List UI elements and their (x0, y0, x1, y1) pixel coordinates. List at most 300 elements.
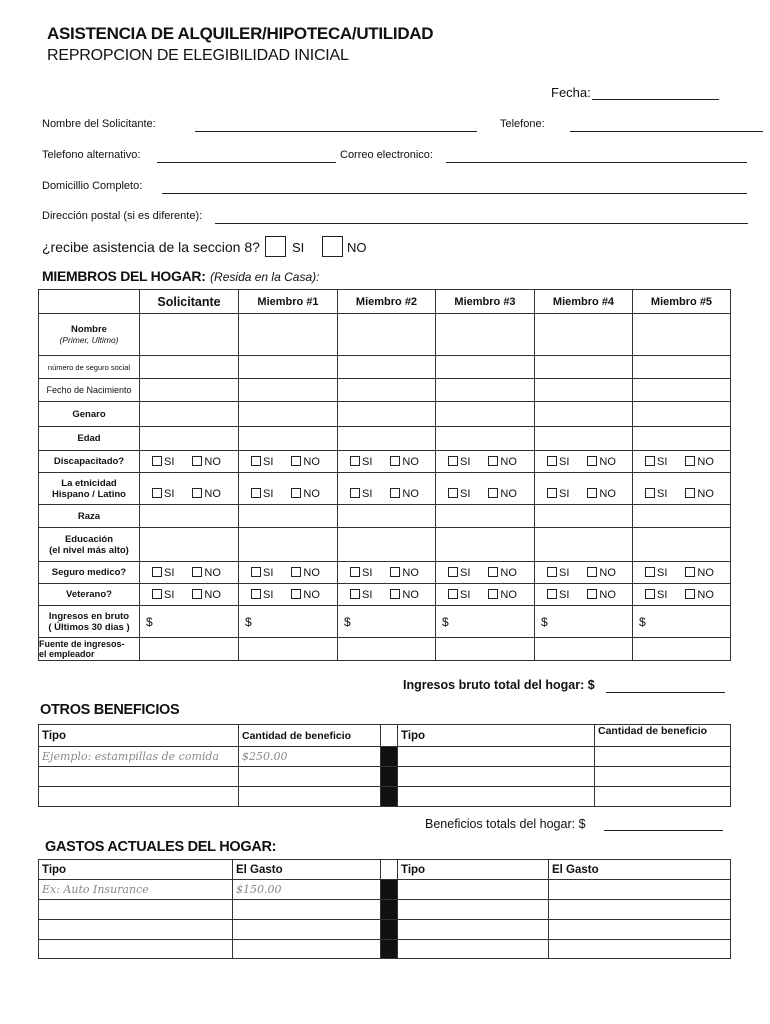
domicilio-label: Domicillio Completo: (42, 180, 143, 192)
cell[interactable] (549, 900, 731, 920)
cell[interactable] (239, 767, 381, 787)
example-gasto[interactable]: $150.00 (233, 880, 381, 900)
no-checkbox[interactable] (685, 589, 695, 599)
si-checkbox[interactable] (547, 567, 557, 577)
yn-cell[interactable] (535, 584, 633, 606)
si-checkbox[interactable] (251, 589, 261, 599)
divider-cell (381, 767, 398, 787)
si-checkbox[interactable] (645, 488, 655, 498)
row-label: Discapacitado? (39, 451, 140, 473)
cell[interactable] (535, 356, 633, 379)
col-miembro-3: Miembro #3 (436, 290, 535, 314)
members-table (38, 289, 731, 661)
no-checkbox[interactable] (192, 488, 202, 498)
no-checkbox[interactable] (390, 488, 400, 498)
row-label: Genaro (39, 402, 140, 427)
si-label: SI (164, 455, 175, 468)
si-checkbox[interactable] (645, 589, 655, 599)
no-checkbox[interactable] (685, 456, 695, 466)
si-checkbox[interactable] (350, 488, 360, 498)
si-label: SI (657, 566, 668, 579)
cell[interactable] (39, 767, 239, 787)
si-checkbox[interactable] (251, 567, 261, 577)
row-discapacitado (39, 451, 731, 473)
cell[interactable] (535, 379, 633, 402)
example-tipo[interactable]: Ejemplo: estampillas de comida (39, 747, 239, 767)
row-label-line2: Hispano / Latino (52, 488, 126, 500)
no-checkbox[interactable] (488, 456, 498, 466)
no-label: NO (204, 488, 221, 500)
correo-field[interactable] (446, 162, 747, 163)
si-checkbox[interactable] (350, 567, 360, 577)
col-miembro-4: Miembro #4 (535, 290, 633, 314)
si-checkbox[interactable] (547, 488, 557, 498)
row-label-line2: el empleador (39, 649, 95, 659)
expenses-row (39, 880, 731, 900)
ingresos-cell[interactable]: $ (338, 606, 436, 638)
telefone-field[interactable] (570, 131, 763, 132)
yn-cell[interactable] (535, 562, 633, 584)
si-checkbox[interactable] (152, 456, 162, 466)
yn-cell[interactable] (239, 473, 338, 505)
row-label (39, 606, 140, 638)
col-miembro-1: Miembro #1 (239, 290, 338, 314)
cell[interactable] (535, 505, 633, 528)
row-label (39, 528, 140, 562)
yn-cell[interactable] (338, 562, 436, 584)
direccion-label: Dirección postal (si es diferente): (42, 210, 203, 222)
yn-cell[interactable] (338, 584, 436, 606)
spacer-cell (381, 860, 398, 880)
yn-cell[interactable] (535, 473, 633, 505)
yn-cell[interactable] (436, 584, 535, 606)
cell[interactable] (39, 900, 233, 920)
expenses-row (39, 940, 731, 959)
telefone-label: Telefone: (500, 118, 545, 130)
no-checkbox[interactable] (488, 488, 498, 498)
cell[interactable] (140, 402, 239, 427)
cell[interactable] (233, 920, 381, 940)
example-cantidad[interactable]: $250.00 (239, 747, 381, 767)
yn-cell[interactable] (436, 473, 535, 505)
row-fuente (39, 638, 731, 661)
fecha-field[interactable] (592, 99, 719, 100)
cell[interactable] (239, 427, 338, 451)
yn-cell[interactable] (633, 562, 731, 584)
no-label: NO (303, 566, 320, 579)
row-label (39, 314, 140, 356)
benefits-row (39, 747, 731, 767)
no-label: NO (204, 588, 221, 601)
benefits-row (39, 767, 731, 787)
cell[interactable] (140, 314, 239, 356)
si-label: SI (362, 588, 373, 601)
row-edad (39, 427, 731, 451)
cell[interactable] (398, 747, 595, 767)
yn-cell[interactable] (239, 584, 338, 606)
divider-cell (381, 747, 398, 767)
no-checkbox[interactable] (192, 589, 202, 599)
divider-cell (381, 940, 398, 959)
row-label: número de seguro social (39, 356, 140, 379)
row-label: Seguro medico? (39, 562, 140, 584)
no-checkbox[interactable] (587, 567, 597, 577)
row-raza (39, 505, 731, 528)
cell[interactable] (633, 402, 731, 427)
si-label: SI (657, 588, 668, 601)
cell[interactable] (436, 356, 535, 379)
cell[interactable] (338, 402, 436, 427)
row-label-line2: ( Últimos 30 dias ) (48, 621, 130, 633)
yn-cell[interactable] (140, 473, 239, 505)
col-tipo: Tipo (39, 725, 239, 747)
yn-cell[interactable] (633, 473, 731, 505)
si-label: SI (460, 588, 471, 601)
cell[interactable] (239, 638, 338, 661)
no-label: NO (599, 566, 616, 579)
si-label: SI (263, 588, 274, 601)
seccion8-label: ¿recibe asistencia de la seccion 8? (42, 239, 260, 255)
domicilio-field[interactable] (162, 193, 747, 194)
si-label: SI (460, 455, 471, 468)
expenses-heading: GASTOS ACTUALES DEL HOGAR: (45, 839, 277, 855)
correo-label: Correo electronico: (340, 149, 433, 161)
cell[interactable] (239, 505, 338, 528)
cell[interactable] (233, 900, 381, 920)
benefits-table (38, 724, 731, 807)
row-label-line2: (el nivel más alto) (49, 544, 129, 556)
row-educacion (39, 528, 731, 562)
no-label: NO (204, 455, 221, 468)
no-checkbox[interactable] (291, 589, 301, 599)
telefono-alt-label: Telefono alternativo: (42, 149, 141, 161)
members-heading-note: (Resida en la Casa): (210, 270, 320, 284)
no-label: NO (599, 455, 616, 468)
no-label: NO (500, 566, 517, 579)
expenses-row (39, 900, 731, 920)
beneficios-total-field[interactable] (604, 830, 723, 831)
row-label (39, 638, 140, 661)
cell[interactable] (436, 638, 535, 661)
si-checkbox[interactable] (645, 456, 655, 466)
cell[interactable] (398, 880, 549, 900)
no-label: NO (697, 566, 714, 579)
si-label: SI (657, 455, 668, 468)
no-label: NO (500, 488, 517, 500)
cell[interactable] (338, 379, 436, 402)
no-checkbox[interactable] (291, 567, 301, 577)
cell[interactable] (398, 920, 549, 940)
cell[interactable] (549, 920, 731, 940)
row-label-sub: (Primer, Ultimo) (59, 334, 119, 345)
si-label: SI (460, 566, 471, 579)
seccion8-no-checkbox[interactable] (322, 236, 343, 257)
direccion-field[interactable] (215, 223, 748, 224)
seccion8-si-label: SI (292, 240, 305, 255)
expenses-row (39, 920, 731, 940)
spacer-cell (381, 725, 398, 747)
cell[interactable] (436, 427, 535, 451)
cell[interactable] (595, 787, 731, 807)
cell[interactable] (595, 767, 731, 787)
cell[interactable] (140, 379, 239, 402)
beneficios-total-label: Beneficios totals del hogar: $ (425, 817, 586, 831)
cell[interactable] (338, 528, 436, 562)
cell[interactable] (549, 880, 731, 900)
no-label: NO (402, 488, 419, 500)
no-checkbox[interactable] (390, 456, 400, 466)
divider-cell (381, 787, 398, 807)
cell[interactable] (535, 528, 633, 562)
cell[interactable] (535, 427, 633, 451)
no-checkbox[interactable] (685, 567, 695, 577)
col-tipo-2: Tipo (398, 860, 549, 880)
cell[interactable] (398, 787, 595, 807)
no-label: NO (402, 455, 419, 468)
benefits-row (39, 787, 731, 807)
fecha-label: Fecha: (551, 85, 591, 100)
row-label: Fecho de Nacimiento (39, 379, 140, 402)
si-label: SI (263, 455, 274, 468)
cell[interactable] (239, 787, 381, 807)
yn-cell[interactable] (436, 562, 535, 584)
divider-cell (381, 900, 398, 920)
si-checkbox[interactable] (152, 589, 162, 599)
cell[interactable] (140, 427, 239, 451)
col-solicitante: Solicitante (140, 290, 239, 314)
ingresos-cell[interactable]: $ (535, 606, 633, 638)
no-checkbox[interactable] (488, 589, 498, 599)
cell[interactable] (239, 528, 338, 562)
no-checkbox[interactable] (291, 488, 301, 498)
row-genaro (39, 402, 731, 427)
row-fecha (39, 379, 731, 402)
no-label: NO (500, 455, 517, 468)
no-label: NO (204, 566, 221, 579)
example-tipo[interactable]: Ex: Auto Insurance (39, 880, 233, 900)
cell[interactable] (338, 356, 436, 379)
cell[interactable] (436, 402, 535, 427)
members-header-row (39, 290, 731, 314)
row-label: Raza (39, 505, 140, 528)
no-label: NO (599, 588, 616, 601)
no-label: NO (303, 455, 320, 468)
no-label: NO (303, 488, 320, 500)
ingresos-total-label: Ingresos bruto total del hogar: $ (403, 678, 595, 692)
row-label-line1: Educación (64, 533, 114, 545)
yn-cell[interactable] (535, 451, 633, 473)
si-checkbox[interactable] (448, 456, 458, 466)
no-checkbox[interactable] (685, 488, 695, 498)
no-checkbox[interactable] (192, 567, 202, 577)
si-checkbox[interactable] (547, 589, 557, 599)
ingresos-cell[interactable]: $ (239, 606, 338, 638)
cell[interactable] (39, 940, 233, 959)
form-title: ASISTENCIA DE ALQUILER/HIPOTECA/UTILIDAD (47, 24, 434, 43)
cell[interactable] (239, 314, 338, 356)
si-label: SI (263, 566, 274, 579)
cell[interactable] (633, 505, 731, 528)
yn-cell[interactable] (140, 584, 239, 606)
cell[interactable] (39, 787, 239, 807)
cell[interactable] (398, 940, 549, 959)
no-label: NO (402, 566, 419, 579)
col-tipo: Tipo (39, 860, 233, 880)
cell[interactable] (633, 528, 731, 562)
row-label: Edad (39, 427, 140, 451)
si-checkbox[interactable] (152, 488, 162, 498)
yn-cell[interactable] (633, 584, 731, 606)
cell[interactable] (436, 505, 535, 528)
no-label: NO (303, 588, 320, 601)
yn-cell[interactable] (239, 562, 338, 584)
si-checkbox[interactable] (547, 456, 557, 466)
divider-cell (381, 880, 398, 900)
row-label (39, 473, 140, 505)
expenses-header-row (39, 860, 731, 880)
no-checkbox[interactable] (390, 567, 400, 577)
cell[interactable] (239, 402, 338, 427)
no-label: NO (599, 488, 616, 500)
si-label: SI (559, 566, 570, 579)
row-label-line1: Ingresos en bruto (48, 610, 130, 622)
cell[interactable] (436, 528, 535, 562)
si-checkbox[interactable] (152, 567, 162, 577)
yn-cell[interactable] (338, 473, 436, 505)
col-gasto: El Gasto (233, 860, 381, 880)
si-checkbox[interactable] (350, 589, 360, 599)
members-heading (42, 268, 319, 286)
cell[interactable] (535, 402, 633, 427)
divider-cell (381, 920, 398, 940)
cell[interactable] (436, 379, 535, 402)
cell[interactable] (535, 638, 633, 661)
si-label: SI (559, 588, 570, 601)
no-checkbox[interactable] (488, 567, 498, 577)
si-label: SI (460, 488, 471, 500)
si-label: SI (362, 488, 373, 500)
row-seguro (39, 562, 731, 584)
si-label: SI (657, 488, 668, 500)
si-label: SI (559, 455, 570, 468)
cell[interactable] (633, 379, 731, 402)
yn-cell[interactable] (436, 451, 535, 473)
ingresos-cell[interactable]: $ (140, 606, 239, 638)
cell[interactable] (338, 314, 436, 356)
no-checkbox[interactable] (192, 456, 202, 466)
col-cantidad: Cantidad de beneficio (239, 725, 381, 747)
cell[interactable] (233, 940, 381, 959)
si-checkbox[interactable] (251, 456, 261, 466)
cell[interactable] (436, 314, 535, 356)
cell[interactable] (140, 505, 239, 528)
no-label: NO (697, 488, 714, 500)
yn-cell[interactable] (338, 451, 436, 473)
si-label: SI (559, 488, 570, 500)
ingresos-total-field[interactable] (606, 692, 725, 693)
no-checkbox[interactable] (291, 456, 301, 466)
cell[interactable] (398, 900, 549, 920)
si-checkbox[interactable] (350, 456, 360, 466)
seccion8-si-checkbox[interactable] (265, 236, 286, 257)
no-checkbox[interactable] (587, 488, 597, 498)
cell[interactable] (239, 356, 338, 379)
no-checkbox[interactable] (390, 589, 400, 599)
cell[interactable] (39, 920, 233, 940)
cell[interactable] (140, 528, 239, 562)
cell[interactable] (338, 638, 436, 661)
si-label: SI (362, 455, 373, 468)
row-label-text: Nombre (71, 323, 107, 335)
telefono-alt-field[interactable] (157, 162, 336, 163)
col-cantidad-2: Cantidad de beneficio (595, 725, 731, 747)
yn-cell[interactable] (140, 451, 239, 473)
corner-cell (39, 290, 140, 314)
no-label: NO (402, 588, 419, 601)
si-checkbox[interactable] (448, 567, 458, 577)
si-checkbox[interactable] (251, 488, 261, 498)
cell[interactable] (398, 767, 595, 787)
cell[interactable] (338, 427, 436, 451)
cell[interactable] (338, 505, 436, 528)
cell[interactable] (549, 940, 731, 959)
cell[interactable] (535, 314, 633, 356)
si-checkbox[interactable] (645, 567, 655, 577)
yn-cell[interactable] (633, 451, 731, 473)
no-label: NO (697, 455, 714, 468)
no-checkbox[interactable] (587, 589, 597, 599)
row-etnicidad (39, 473, 731, 505)
ingresos-cell[interactable]: $ (436, 606, 535, 638)
cell[interactable] (140, 638, 239, 661)
si-label: SI (362, 566, 373, 579)
no-label: NO (500, 588, 517, 601)
si-checkbox[interactable] (448, 589, 458, 599)
nombre-field[interactable] (195, 131, 477, 132)
yn-cell[interactable] (140, 562, 239, 584)
si-label: SI (164, 588, 175, 601)
cell[interactable] (633, 427, 731, 451)
nombre-label: Nombre del Solicitante: (42, 118, 156, 130)
si-label: SI (263, 488, 274, 500)
row-veterano (39, 584, 731, 606)
row-label-line1: Fuente de ingresos- (39, 639, 125, 649)
col-miembro-5: Miembro #5 (633, 290, 731, 314)
ingresos-cell[interactable]: $ (633, 606, 731, 638)
yn-cell[interactable] (239, 451, 338, 473)
cell[interactable] (239, 379, 338, 402)
benefits-heading: OTROS BENEFICIOS (40, 702, 180, 718)
expenses-table (38, 859, 731, 959)
form-subtitle: REPROPCION DE ELEGIBILIDAD INICIAL (47, 47, 349, 64)
cell[interactable] (140, 356, 239, 379)
si-checkbox[interactable] (448, 488, 458, 498)
cell[interactable] (633, 356, 731, 379)
no-label: NO (697, 588, 714, 601)
cell[interactable] (633, 314, 731, 356)
si-label: SI (164, 488, 175, 500)
no-checkbox[interactable] (587, 456, 597, 466)
col-tipo-2: Tipo (398, 725, 595, 747)
row-ingresos (39, 606, 731, 638)
seccion8-no-label: NO (347, 240, 367, 255)
row-label-line1: La etnicidad (61, 477, 117, 489)
benefits-header-row (39, 725, 731, 747)
cell[interactable] (595, 747, 731, 767)
cell[interactable] (633, 638, 731, 661)
row-ssn (39, 356, 731, 379)
si-label: SI (164, 566, 175, 579)
